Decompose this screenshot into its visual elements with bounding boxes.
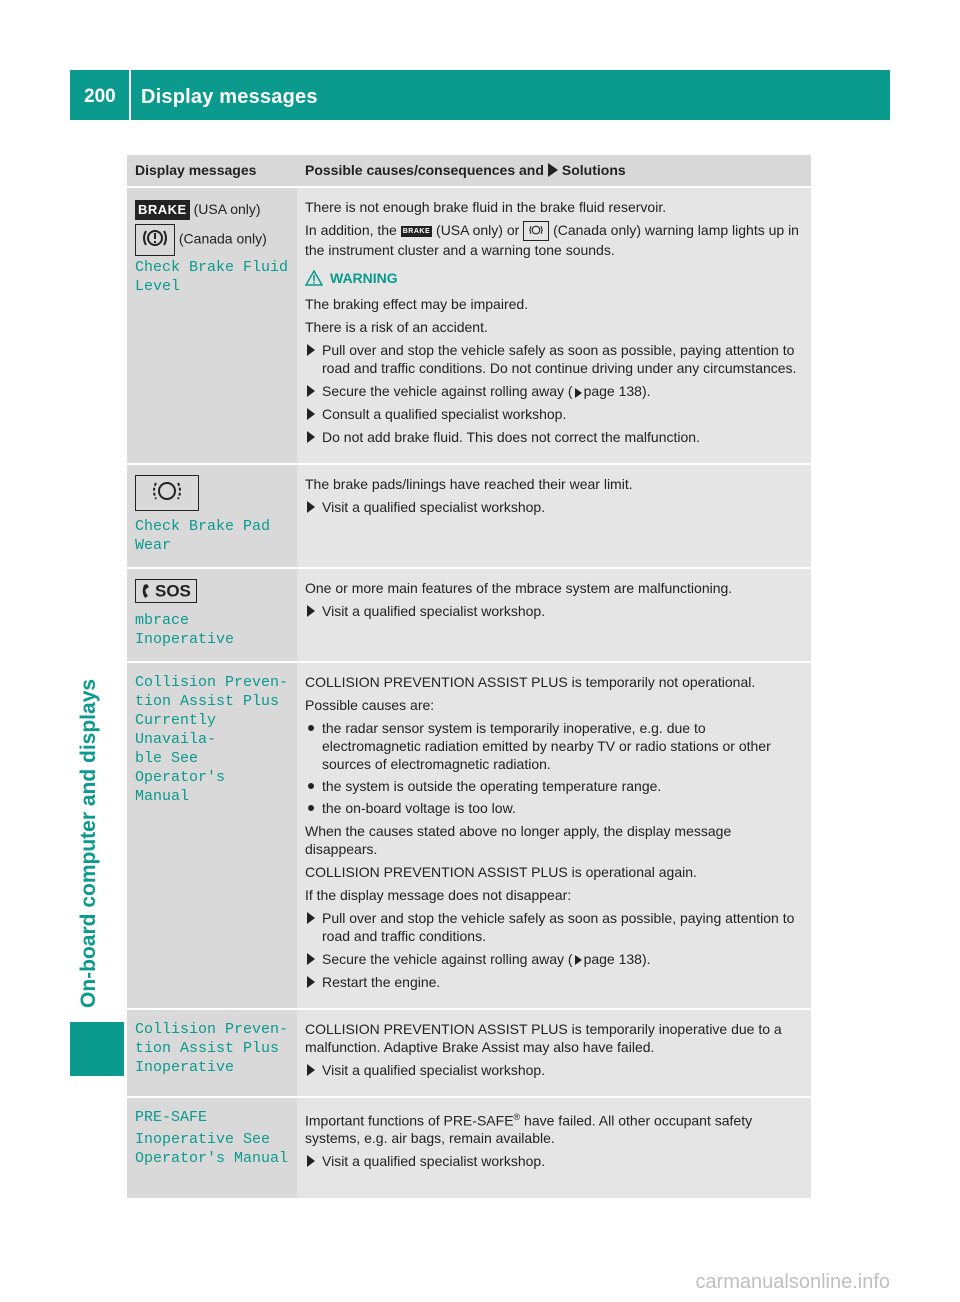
list-item: the on-board voltage is too low.: [305, 799, 803, 817]
page-ref-arrow-icon: [575, 955, 582, 965]
header-divider: [129, 70, 131, 120]
list-item: Visit a qualified specialist workshop.: [305, 1152, 803, 1170]
step-arrow-icon: [307, 501, 315, 513]
table-row: [127, 187, 811, 464]
step-arrow-icon: [307, 976, 315, 988]
list-item: Visit a qualified specialist workshop.: [305, 602, 803, 620]
list-item: Consult a qualified specialist workshop.: [305, 405, 803, 423]
page-reference-link[interactable]: page 138).: [583, 950, 651, 967]
brake-pad-wear-icon: [135, 475, 199, 511]
brake-warning-icon: BRAKE: [135, 200, 190, 220]
page-header: [70, 70, 890, 120]
step-arrow-icon: [307, 385, 315, 397]
page-number: 200: [84, 86, 116, 107]
causes-cell: The brake pads/linings have reached their wear limit. Visit a qualified specialist workshop.: [297, 464, 811, 568]
causes-cell: COLLISION PREVENTION ASSIST PLUS is temporarily not operational. Possible causes are: the radar sensor system is temporarily inoperative, e.g. due to electromagnetic radiation emitted by nearby TV or radio stations or other sources of electromagnetic radiation. the system is outside the operating temperature range. the on-board voltage is too low. When the causes stated above no longer apply, the display message disappears. COLLISION PREVENTION ASSIST PLUS is operational again. If the display message does not disappear: Pull over and stop the vehicle safely as soon as possible, paying attention to road and traffic conditions. Secure the vehicle against rolling away ( page 138). Restart the engine.: [297, 662, 811, 1009]
step-arrow-icon: [307, 605, 315, 617]
causes-cell: Important functions of PRE-SAFE® have failed. All other occupant safety systems, e.g. air bags, remain available. Visit a qualified specialist workshop.: [297, 1097, 811, 1198]
step-arrow-icon: [307, 1064, 315, 1076]
list-item: Visit a qualified specialist workshop.: [305, 1061, 803, 1079]
bullet-icon: [308, 725, 314, 731]
table-row: [127, 1009, 811, 1097]
display-message: mbrace Inoperative: [135, 611, 235, 648]
list-item: Pull over and stop the vehicle safely as soon as possible, paying attention to road and traffic conditions. Do not continue driving under any circumstances.: [305, 341, 803, 377]
causes-cell: COLLISION PREVENTION ASSIST PLUS is temporarily inoperative due to a malfunction. Adaptive Brake Assist may also have failed. Visit a qualified specialist workshop.: [297, 1009, 811, 1097]
list-item: Do not add brake fluid. This does not correct the malfunction.: [305, 428, 803, 446]
list-item: Visit a qualified specialist workshop.: [305, 498, 803, 516]
list-item: the system is outside the operating temperature range.: [305, 777, 803, 795]
step-arrow-icon: [307, 431, 315, 443]
message-cell: PRE-SAFE Inoperative See Operator's Manual: [127, 1097, 297, 1198]
message-cell: Collision Preven‐ tion Assist Plus Inoperative: [127, 1009, 297, 1097]
page-reference-link[interactable]: page 138).: [583, 383, 651, 400]
page-ref-arrow-icon: [575, 388, 582, 398]
causes-cell: There is not enough brake fluid in the brake fluid reservoir. In addition, the BRAKE (USA only) or (Canada only) warning lamp lights up in the instrument cluster and a warning tone sounds. WARNING The braking effect may be impaired. There is a risk of an accident. Pull over and stop the vehicle safely as soon as possible, paying attention to road and traffic conditions. Do not continue driving under any circumstances. Secure the vehicle against rolling away ( page 138). Consult a qualified specialist workshop. Do not add brake fluid. This does not correct the malfunction.: [297, 187, 811, 464]
table-row: [127, 464, 811, 568]
display-messages-table: [127, 155, 811, 1198]
list-item: Pull over and stop the vehicle safely as soon as possible, paying attention to road and traffic conditions.: [305, 909, 803, 945]
step-arrow-icon: [307, 1155, 315, 1167]
page-title: Display messages: [141, 86, 318, 108]
brake-circle-icon: [135, 224, 175, 256]
step-arrow-icon: [307, 912, 315, 924]
brake-circle-icon: [523, 221, 549, 241]
step-arrow-icon: [307, 344, 315, 356]
display-message: Check Brake Pad Wear: [135, 518, 271, 555]
list-item: Secure the vehicle against rolling away ( page 138).: [305, 950, 803, 968]
watermark: carmanualsonline.info: [695, 1271, 890, 1293]
message-cell: Collision Preven‐ tion Assist Plus Currently Unavaila‐ ble See Operator's Manual: [127, 662, 297, 1009]
side-tab-label: On-board computer and displays: [77, 678, 100, 1008]
list-item: Secure the vehicle against rolling away ( page 138).: [305, 382, 803, 400]
message-cell: BRAKE (USA only) (Canada only) Check Brake Fluid Level: [127, 187, 297, 464]
warning-triangle-icon: [305, 270, 323, 286]
list-item: the radar sensor system is temporarily inoperative, e.g. due to electromagnetic radiation emitted by nearby TV or radio stations or other sources of electromagnetic radiation.: [305, 719, 803, 773]
col-header-messages: Display messages: [127, 155, 297, 187]
message-cell: [127, 568, 297, 661]
sos-phone-icon: SOS: [135, 579, 197, 602]
table-row: [127, 662, 811, 1009]
display-message: Collision Preven‐: [135, 673, 289, 691]
display-message: PRE-SAFE: [135, 1108, 208, 1126]
table-row: [127, 1097, 811, 1198]
side-tab-marker: [70, 1022, 124, 1076]
step-arrow-icon: [307, 408, 315, 420]
table-header-row: [127, 155, 811, 187]
list-item: Restart the engine.: [305, 973, 803, 991]
bullet-icon: [308, 805, 314, 811]
table-row: [127, 568, 811, 661]
brake-warning-icon: BRAKE: [402, 227, 431, 235]
warning-heading: WARNING: [305, 269, 803, 287]
display-message: Collision Preven‐: [135, 1020, 289, 1038]
col-header-causes: Possible causes/consequences and Solutions: [297, 155, 811, 187]
step-arrow-icon: [307, 953, 315, 965]
message-cell: [127, 464, 297, 568]
display-message: Check Brake Fluid Level: [135, 259, 289, 296]
causes-cell: One or more main features of the mbrace system are malfunctioning. Visit a qualified specialist workshop.: [297, 568, 811, 661]
solution-arrow-icon: [548, 163, 558, 177]
bullet-icon: [308, 783, 314, 789]
